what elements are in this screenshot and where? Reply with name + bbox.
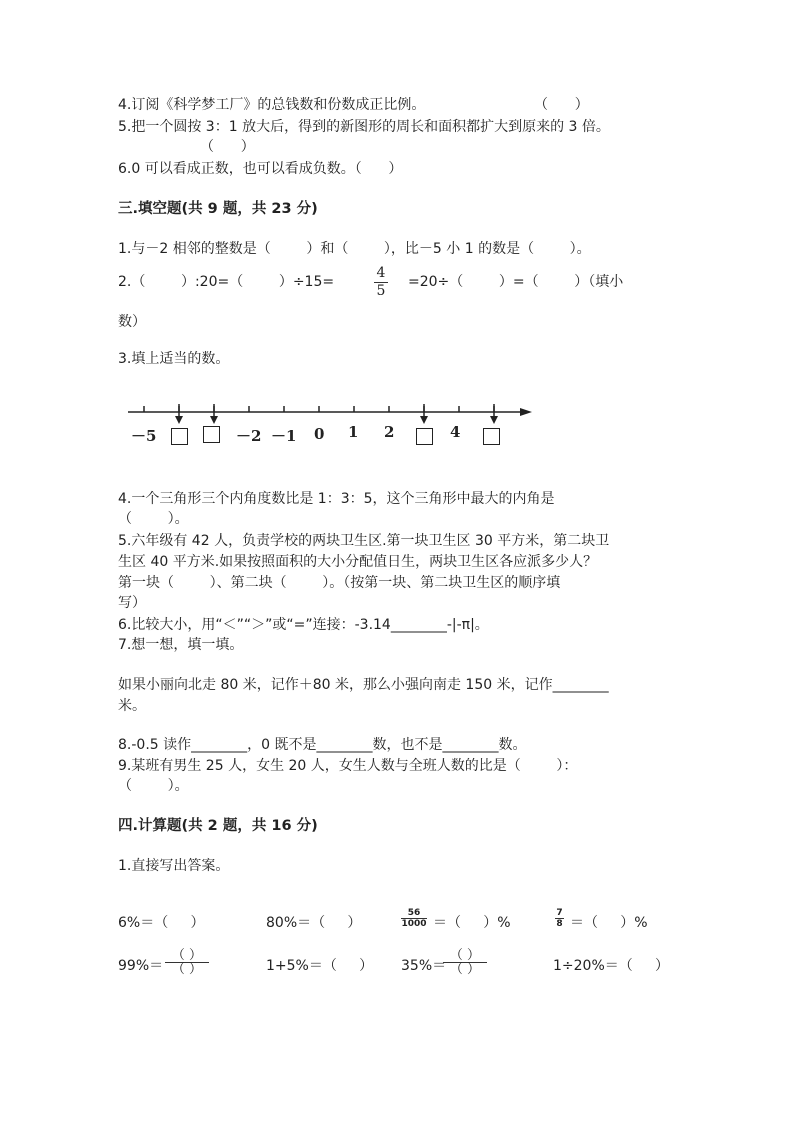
judge-q5: 5.把一个圆按 3：1 放大后，得到的新图形的周长和面积都扩大到原来的 3 倍。 (118, 119, 610, 135)
judge-q5-answer-paren: （ ） (200, 139, 255, 155)
number-line-label-2: 2 (384, 423, 395, 441)
fill-q8: 8.-0.5 读作________，0 既不是________数，也不是________数。 (118, 737, 527, 753)
calc-fraction-7-8-answer: ＝（ ）% (570, 915, 648, 931)
number-line-label-0: 0 (314, 425, 325, 443)
judge-q6: 6.0 可以看成正数，也可以看成负数。（ ） (118, 161, 403, 177)
fill-q4-line2: （ ）。 (118, 511, 189, 527)
section-4-heading: 四.计算题(共 2 题，共 16 分) (118, 818, 318, 834)
fraction-denominator: 5 (376, 283, 386, 299)
fill-q9-line1: 9.某班有男生 25 人，女生 20 人，女生人数与全班人数的比是（ ）： (118, 758, 578, 774)
calc-6-percent: 6%＝（ ） (118, 915, 205, 931)
calc-fraction-7-8 (555, 908, 564, 929)
fraction-denominator: （ ） (449, 962, 481, 977)
number-line (0, 0, 794, 460)
answer-box-2[interactable] (203, 426, 220, 443)
number-line-label-neg5: －5 (131, 427, 157, 445)
fraction-numerator: （ ） (171, 948, 203, 963)
calc-1-plus-5-percent: 1+5%＝（ ） (266, 958, 374, 974)
calc-80-percent: 80%＝（ ） (266, 915, 362, 931)
fill-q5-line2: 生区 40 平方米.如果按照面积的大小分配值日生，两块卫生区各应派多少人？ (118, 554, 598, 570)
judge-q4-answer-paren: （ ） (534, 97, 589, 113)
fraction-denominator: （ ） (171, 962, 203, 977)
number-line-ticks (144, 406, 494, 412)
answer-box-3[interactable] (416, 428, 433, 445)
number-line-pointer-arrows (175, 404, 498, 424)
number-line-label-4: 4 (450, 423, 461, 441)
fraction-numerator: 4 (376, 265, 386, 281)
calc-fraction-56-1000 (401, 908, 427, 929)
fill-q4-line1: 4.一个三角形三个内角度数比是 1：3：5，这个三角形中最大的内角是 (118, 491, 555, 507)
answer-box-1[interactable] (171, 428, 188, 445)
fraction-denominator: 1000 (401, 919, 427, 929)
calc-35-percent: 35%＝ (401, 958, 447, 974)
fraction-numerator: （ ） (449, 948, 481, 963)
fill-q2-continued: 数） (118, 314, 146, 330)
fraction-numerator: 7 (556, 908, 563, 918)
fill-q3: 3.填上适当的数。 (118, 351, 230, 367)
judge-q4: 4.订阅《科学梦工厂》的总钱数和份数成正比例。 (118, 97, 426, 113)
fill-q9-line2: （ ）。 (118, 778, 189, 794)
fill-q1: 1.与－2 相邻的整数是（ ）和（ ），比－5 小 1 的数是（ ）。 (118, 241, 591, 257)
fill-q2-part2: =20÷（ ）=（ ）（填小 (408, 274, 624, 290)
calc-q1: 1.直接写出答案。 (118, 858, 230, 874)
fill-q7: 7.想一想，填一填。 (118, 637, 244, 653)
fill-q5-line1: 5.六年级有 42 人，负责学校的两块卫生区.第一块卫生区 30 平方米，第二块卫 (118, 533, 610, 549)
calc-99-percent: 99%＝ (118, 958, 164, 974)
section-3-heading: 三.填空题(共 9 题，共 23 分) (118, 201, 318, 217)
fill-q7-line2: 米。 (118, 698, 146, 714)
calc-1-div-20-percent: 1÷20%＝（ ） (553, 958, 670, 974)
fill-q7-line1: 如果小丽向北走 80 米，记作＋80 米，那么小强向南走 150 米，记作________ (118, 677, 609, 693)
fill-q5-line4: 写） (118, 595, 146, 611)
fill-q5-line3: 第一块（ ）、第二块（ ）。（按第一块、第二块卫生区的顺序填 (118, 575, 561, 591)
calc-fraction-56-1000-answer: ＝（ ）% (433, 915, 511, 931)
number-line-label-neg2: －2 (236, 427, 262, 445)
fill-q2-part1: 2.（ ）:20=（ ）÷15= (118, 274, 335, 290)
calc-35-percent-fraction-answer (443, 949, 487, 976)
fraction-denominator: 8 (556, 919, 563, 929)
fill-q6: 6.比较大小，用“＜”“＞”或“=”连接：-3.14________-|-π|。 (118, 617, 489, 633)
number-line-label-neg1: －1 (271, 427, 297, 445)
calc-99-percent-fraction-answer (165, 949, 209, 976)
number-line-label-1: 1 (348, 423, 359, 441)
fraction-numerator: 56 (407, 908, 421, 918)
answer-box-4[interactable] (483, 428, 500, 445)
number-line-arrowhead (520, 408, 532, 416)
